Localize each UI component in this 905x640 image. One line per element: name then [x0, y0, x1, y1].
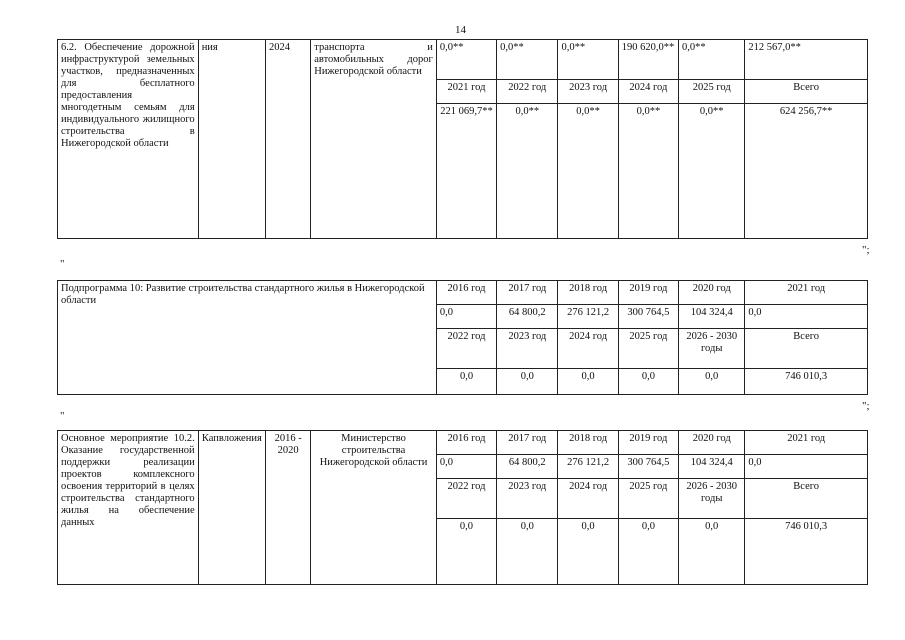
amount-cell: 0,0** — [436, 40, 496, 80]
amount-cell: 221 069,7** — [436, 104, 496, 239]
amount-cell: 0,0 — [679, 369, 745, 395]
table-measure-6-2 — [57, 39, 868, 239]
opening-quote: " — [60, 410, 65, 422]
year-header: 2021 год — [436, 80, 496, 104]
measure-title: 6.2. Обеспечение дорожной инфраструктурой земельных участков, предназначенных для бесплатного предоставления многодетным семьям для индивидуального жилищного строительства в Нижегородской области — [58, 40, 199, 239]
year-header: 2019 год — [618, 431, 678, 455]
year-header: 2022 год — [497, 80, 558, 104]
amount-cell: 0,0 — [618, 369, 678, 395]
executor: Министерство строительства Нижегородской области — [311, 431, 437, 585]
amount-cell: 0,0 — [558, 369, 618, 395]
amount-cell: 64 800,2 — [497, 305, 558, 329]
amount-cell: 0,0** — [679, 104, 745, 239]
year-header: 2018 год — [558, 431, 618, 455]
financing-type: ния — [198, 40, 265, 239]
year-header: 2018 год — [558, 281, 618, 305]
opening-quote: " — [60, 258, 65, 270]
page-number: 14 — [455, 24, 466, 36]
amount-cell: 0,0 — [436, 519, 496, 585]
amount-cell: 0,0** — [497, 40, 558, 80]
total-amount: 746 010,3 — [745, 369, 868, 395]
executor: транспорта и автомобильных дорог Нижегородской области — [311, 40, 437, 239]
total-amount: 746 010,3 — [745, 519, 868, 585]
closing-quote: "; — [862, 400, 870, 412]
year-header: 2026 - 2030 годы — [679, 329, 745, 369]
amount-cell: 0,0** — [497, 104, 558, 239]
amount-cell: 0,0 — [436, 305, 496, 329]
amount-cell: 0,0 — [497, 519, 558, 585]
implementation-years: 2016 - 2020 — [266, 431, 311, 585]
year-header: 2022 год — [436, 329, 496, 369]
amount-cell: 104 324,4 — [679, 455, 745, 479]
amount-cell: 0,0** — [618, 104, 678, 239]
amount-cell: 0,0** — [679, 40, 745, 80]
year-header: 2025 год — [618, 329, 678, 369]
year-header: 2023 год — [497, 479, 558, 519]
amount-cell: 0,0 — [618, 519, 678, 585]
year-header: 2016 год — [436, 281, 496, 305]
amount-cell: 0,0 — [679, 519, 745, 585]
year-header: 2017 год — [497, 281, 558, 305]
year-header: 2021 год — [745, 281, 868, 305]
amount-cell: 0,0 — [497, 369, 558, 395]
year-header: 2017 год — [497, 431, 558, 455]
amount-cell: 0,0** — [558, 104, 618, 239]
year-header: 2023 год — [497, 329, 558, 369]
amount-cell: 0,0 — [436, 455, 496, 479]
subprogram-title: Подпрограмма 10: Развитие строительства стандартного жилья в Нижегородской области — [58, 281, 437, 395]
year-header: 2019 год — [618, 281, 678, 305]
amount-cell: 64 800,2 — [497, 455, 558, 479]
amount-cell: 0,0 — [745, 305, 868, 329]
amount-cell: 276 121,2 — [558, 305, 618, 329]
amount-cell: 190 620,0** — [618, 40, 678, 80]
total-header: Всего — [745, 479, 868, 519]
amount-cell: 104 324,4 — [679, 305, 745, 329]
total-header: Всего — [745, 80, 868, 104]
total-header: Всего — [745, 329, 868, 369]
measure-title: Основное мероприятие 10.2. Оказание государственной поддержки реализации проектов комплексного освоения территорий в целях строительства стандартного жилья на обеспечение данных — [58, 431, 199, 585]
amount-cell: 212 567,0** — [745, 40, 868, 80]
amount-cell: 0,0 — [745, 455, 868, 479]
year-header: 2025 год — [679, 80, 745, 104]
year-header: 2022 год — [436, 479, 496, 519]
amount-cell: 0,0** — [558, 40, 618, 80]
amount-cell: 300 764,5 — [618, 455, 678, 479]
year-header: 2016 год — [436, 431, 496, 455]
year-header: 2021 год — [745, 431, 868, 455]
amount-cell: 0,0 — [558, 519, 618, 585]
financing-type: Капвложения — [198, 431, 265, 585]
year-header: 2024 год — [558, 479, 618, 519]
year-header: 2020 год — [679, 431, 745, 455]
year-header: 2025 год — [618, 479, 678, 519]
total-amount: 624 256,7** — [745, 104, 868, 239]
implementation-years: 2024 — [266, 40, 311, 239]
amount-cell: 276 121,2 — [558, 455, 618, 479]
closing-quote: "; — [862, 244, 870, 256]
year-header: 2024 год — [558, 329, 618, 369]
year-header: 2023 год — [558, 80, 618, 104]
year-header: 2020 год — [679, 281, 745, 305]
table-subprogram-10 — [57, 280, 868, 395]
year-header: 2024 год — [618, 80, 678, 104]
table-main-measure-10-2 — [57, 430, 868, 585]
year-header: 2026 - 2030 годы — [679, 479, 745, 519]
amount-cell: 0,0 — [436, 369, 496, 395]
amount-cell: 300 764,5 — [618, 305, 678, 329]
